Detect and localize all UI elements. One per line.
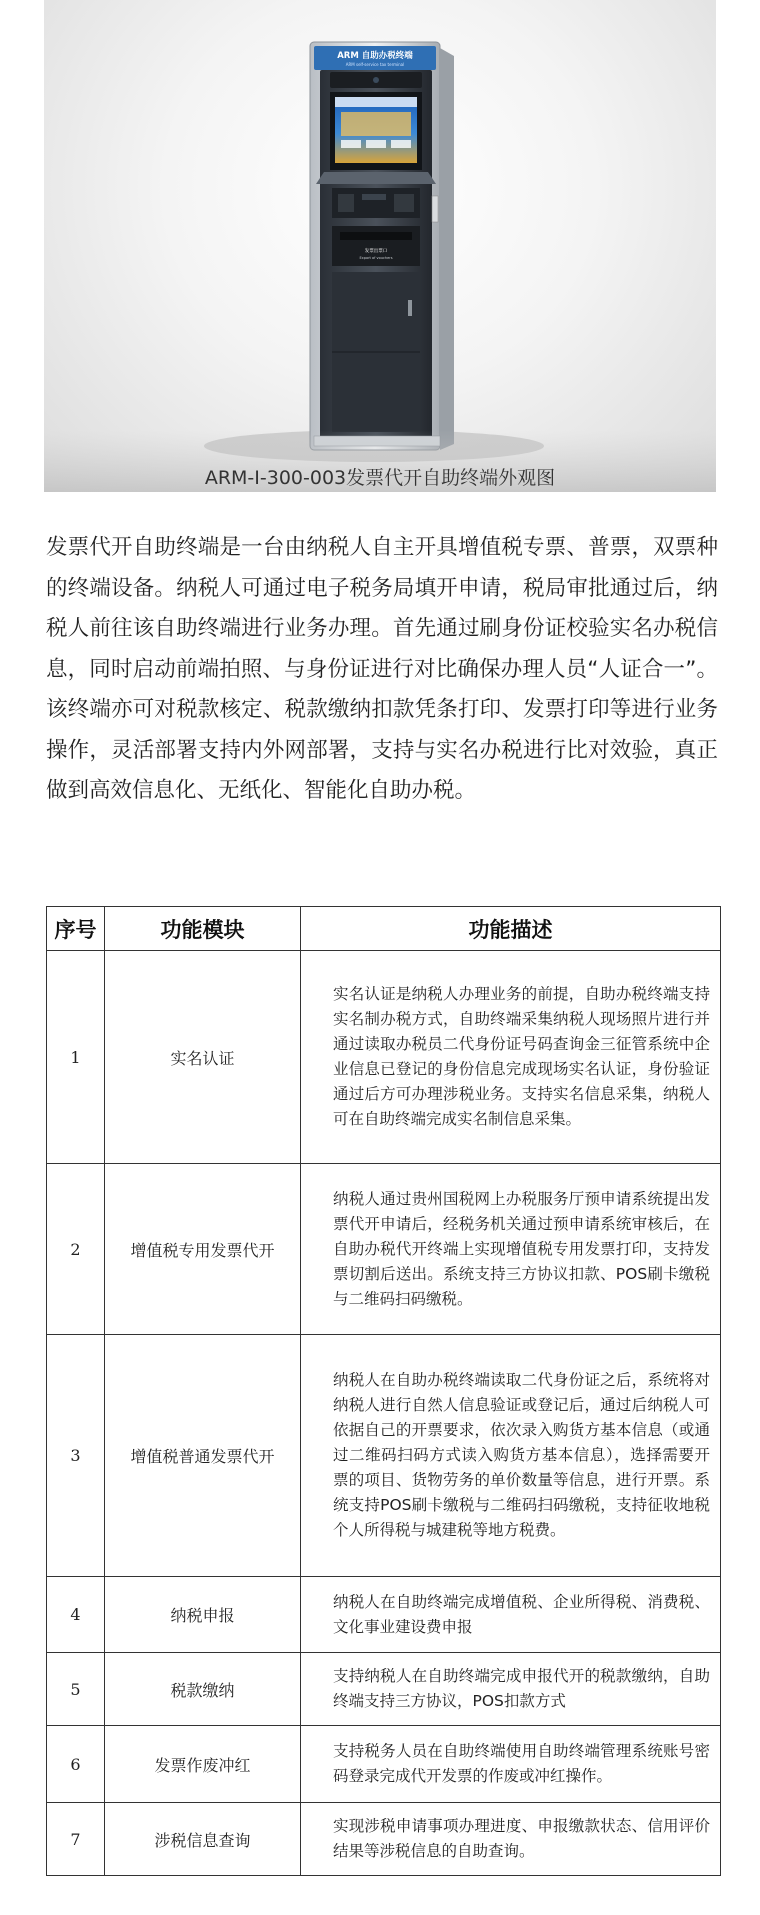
row-module: 增值税专用发票代开 <box>105 1164 301 1335</box>
header-module: 功能模块 <box>105 907 301 951</box>
intro-paragraph: 发票代开自助终端是一台由纳税人自主开具增值税专票、普票，双票种的终端设备。纳税人可通过电子税务局填开申请，税局审批通过后，纳税人前往该自助终端进行业务办理。首先通过刷身份证校验实名办税信息，同时启动前端拍照、与身份证进行对比确保办理人员“人证合一”。该终端亦可对税款核定、税款缴纳扣款凭条打印、发票打印等进行业务操作，灵活部署支持内外网部署，支持与实名办税进行比对效验，真正做到高效信息化、无纸化、智能化自助办税。 <box>46 535 718 803</box>
row-desc: 支持纳税人在自助终端完成申报代开的税款缴纳，自助终端支持三方协议，POS扣款方式 <box>301 1653 721 1726</box>
row-num: 7 <box>47 1803 105 1876</box>
row-num: 6 <box>47 1726 105 1803</box>
row-num: 4 <box>47 1577 105 1653</box>
row-desc: 纳税人通过贵州国税网上办税服务厅预申请系统提出发票代开申请后，经税务机关通过预申请系统审核后，在自助办税代开终端上实现增值税专用发票打印，支持发票切割后送出。系统支持三方协议扣款、POS刷卡缴税与二维码扫码缴税。 <box>301 1164 721 1335</box>
row-module: 发票作废冲红 <box>105 1726 301 1803</box>
table-row <box>47 1726 721 1803</box>
row-module: 纳税申报 <box>105 1577 301 1653</box>
function-table <box>46 906 721 1876</box>
table-row <box>47 951 721 1164</box>
row-desc: 实名认证是纳税人办理业务的前提，自助办税终端支持实名制办税方式，自助终端采集纳税人现场照片进行并通过读取办税员二代身份证号码查询金三征管系统中企业信息已登记的身份信息完成现场实名认证，身份验证通过后方可办理涉税业务。支持实名信息采集，纳税人可在自助终端完成实名制信息采集。 <box>301 951 721 1164</box>
row-num: 2 <box>47 1164 105 1335</box>
row-desc: 支持税务人员在自助终端使用自助终端管理系统账号密码登录完成代开发票的作废或冲红操作。 <box>301 1726 721 1803</box>
row-num: 3 <box>47 1335 105 1577</box>
header-desc: 功能描述 <box>301 907 721 951</box>
row-num: 1 <box>47 951 105 1164</box>
row-desc: 实现涉税申请事项办理进度、申报缴款状态、信用评价结果等涉税信息的自助查询。 <box>301 1803 721 1876</box>
kiosk-header-text: ARM 自助办税终端 <box>337 51 413 61</box>
header-num: 序号 <box>47 907 105 951</box>
kiosk-illustration <box>44 0 716 492</box>
table-header-row <box>47 907 721 951</box>
row-module: 实名认证 <box>105 951 301 1164</box>
photo-caption: ARM-I-300-003发票代开自助终端外观图 <box>204 467 556 489</box>
row-desc: 纳税人在自助办税终端读取二代身份证之后，系统将对纳税人进行自然人信息验证或登记后，通过后纳税人可依据自己的开票要求，依次录入购货方基本信息（或通过二维码扫码方式读入购货方基本信息），选择需要开票的项目、货物劳务的单价数量等信息，进行开票。系统支持POS刷卡缴税与二维码扫码缴税，支持征收地税个人所得税与城建税等地方税费。 <box>301 1335 721 1577</box>
row-module: 增值税普通发票代开 <box>105 1335 301 1577</box>
row-module: 涉税信息查询 <box>105 1803 301 1876</box>
table-row <box>47 1577 721 1653</box>
row-num: 5 <box>47 1653 105 1726</box>
kiosk-slot-label: 发票出票口 <box>364 249 388 254</box>
kiosk-slot-sublabel: Export of vouchers <box>359 256 393 260</box>
table-row <box>47 1164 721 1335</box>
row-module: 税款缴纳 <box>105 1653 301 1726</box>
table-row <box>47 1653 721 1726</box>
kiosk-header-subtext: ARM self-service tax terminal <box>345 62 405 67</box>
kiosk-photo <box>44 0 716 492</box>
table-row <box>47 1335 721 1577</box>
table-row <box>47 1803 721 1876</box>
row-desc: 纳税人在自助终端完成增值税、企业所得税、消费税、文化事业建设费申报 <box>301 1577 721 1653</box>
